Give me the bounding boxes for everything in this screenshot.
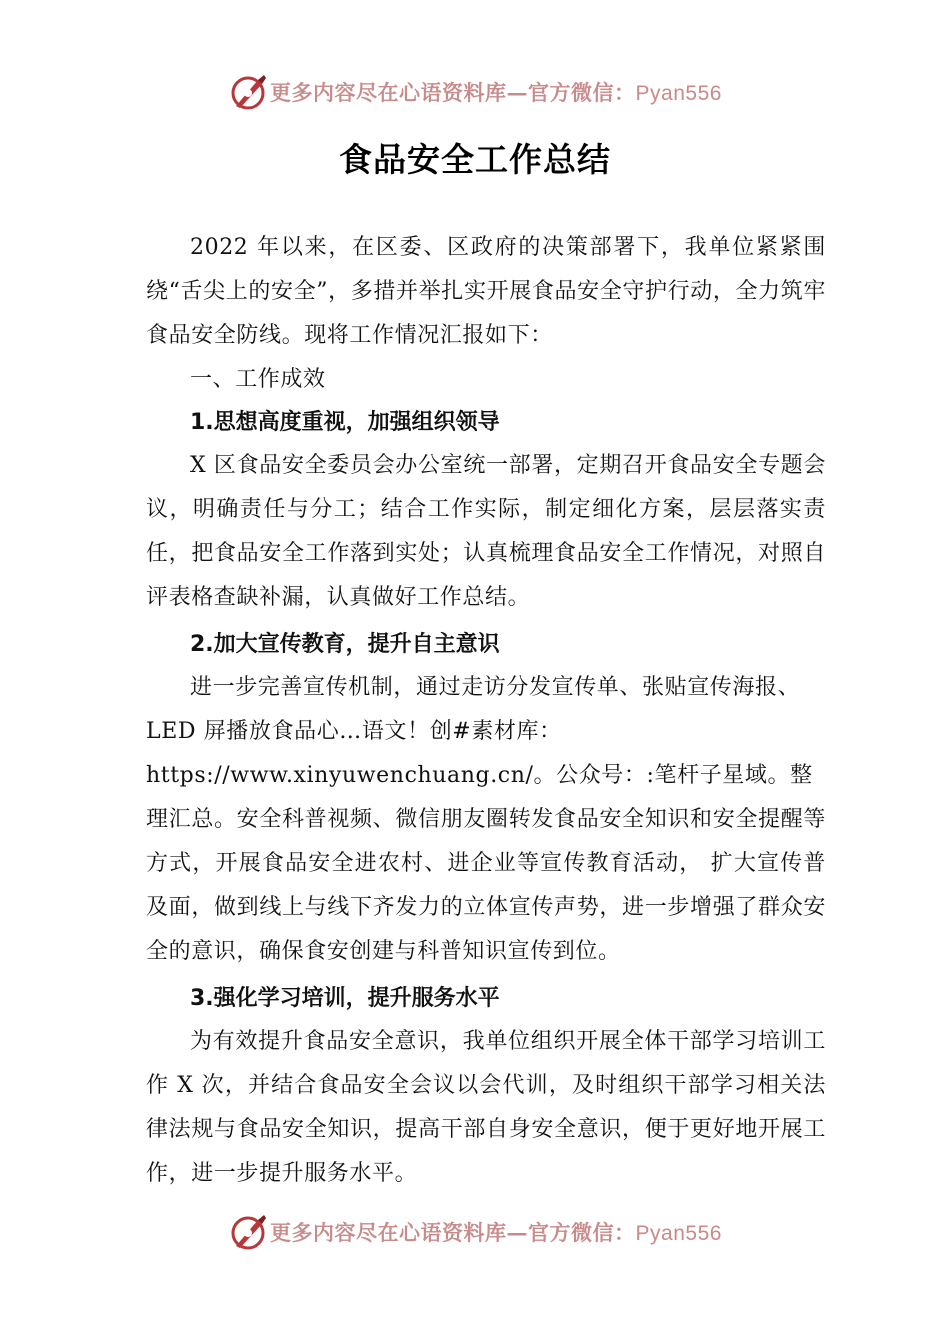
banner-wechat-label: —官方微信： xyxy=(506,80,636,105)
document-title: 食品安全工作总结 xyxy=(339,140,611,179)
banner-brand: 更多内容尽在心语资料库 xyxy=(270,1220,507,1245)
item-2-body-line3: https://www.xinyuwenchuang.cn/。公众号：:笔杆子星域。整 xyxy=(146,763,813,788)
section-heading-1: 一、工作成效 xyxy=(190,367,326,392)
item-1-heading: 1.思想高度重视，加强组织领导 xyxy=(190,410,500,435)
banner-brand: 更多内容尽在心语资料库 xyxy=(270,80,507,105)
item-2-body-rest: 理汇总。安全科普视频、微信朋友圈转发食品安全知识和安全提醒等方式，开展食品安全进农村、进企业等宣传教育活动， 扩大宣传普及面，做到线上与线下齐发力的立体宣传声势，进一步增强了群众安全的意识，确保食安创建与科普知识宣传到位。 xyxy=(146,807,826,964)
banner-wechat-id: Pyan556 xyxy=(635,82,722,105)
intro-paragraph: 2022 年以来，在区委、区政府的决策部署下，我单位紧紧围绕“舌尖上的安全”，多措并举扎实开展食品安全守护行动，全力筑牢食品安全防线。现将工作情况汇报如下： xyxy=(146,235,826,348)
item-1-body: X 区食品安全委员会办公室统一部署，定期召开食品安全专题会议，明确责任与分工；结合工作实际，制定细化方案，层层落实责任，把食品安全工作落到实处；认真梳理食品安全工作情况，对照自评表格查缺补漏，认真做好工作总结。 xyxy=(146,453,826,610)
banner-wechat-id: Pyan556 xyxy=(635,1222,722,1245)
item-2-body-line1: 进一步完善宣传机制，通过走访分发宣传单、张贴宣传海报、 xyxy=(190,675,801,700)
pen-logo-icon xyxy=(228,1212,268,1252)
banner-text xyxy=(270,77,722,107)
item-2-body-line2: LED 屏播放食品心…语文！创#素材库： xyxy=(146,719,562,744)
banner-wechat-label: —官方微信： xyxy=(506,1220,636,1245)
item-3-body: 为有效提升食品安全意识，我单位组织开展全体干部学习培训工作 X 次，并结合食品安全会议以会代训，及时组织干部学习相关法律法规与食品安全知识，提高干部自身安全意识，便于更好地开展工作，进一步提升服务水平。 xyxy=(146,1029,826,1186)
document-body xyxy=(146,226,826,1196)
footer-banner xyxy=(0,1210,950,1254)
header-banner xyxy=(0,70,950,114)
item-3-heading: 3.强化学习培训，提升服务水平 xyxy=(190,986,500,1011)
banner-text xyxy=(270,1217,722,1247)
item-2-heading: 2.加大宣传教育，提升自主意识 xyxy=(190,632,500,657)
pen-logo-icon xyxy=(228,72,268,112)
